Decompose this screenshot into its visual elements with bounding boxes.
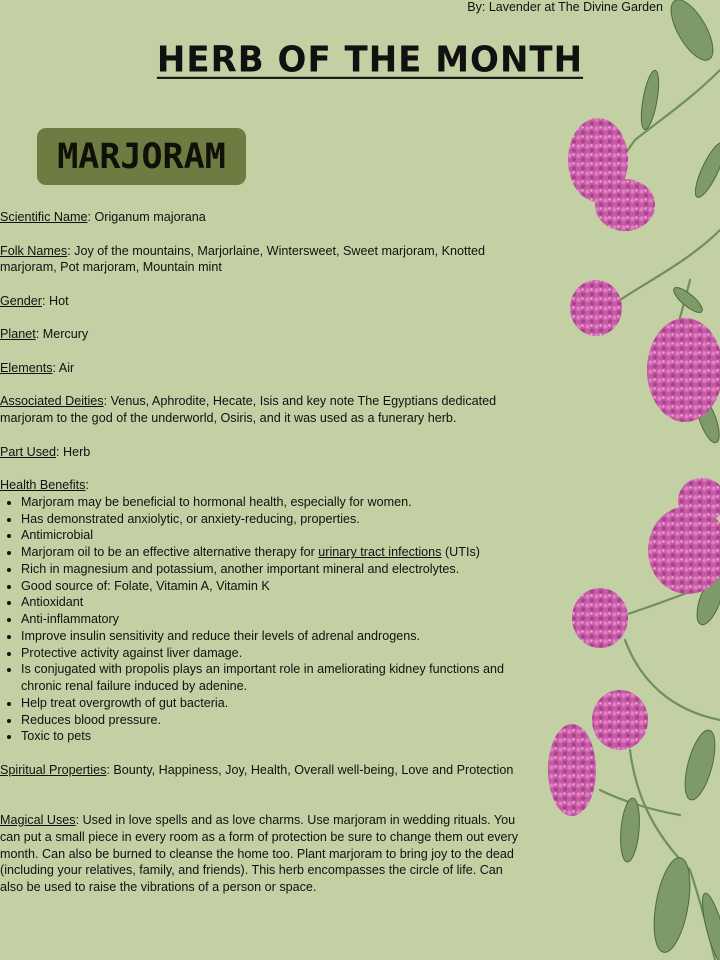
list-item: • Is conjugated with propolis plays an important role in ameliorating kidney functions and chronic renal failure induced by adenine. [21, 661, 522, 695]
list-item: • Marjoram may be beneficial to hormonal health, especially for women. [21, 494, 522, 511]
list-item: • Has demonstrated anxiolytic, or anxiety-reducing, properties. [21, 511, 522, 528]
flower-cluster [595, 179, 655, 231]
byline: By: Lavender at The Divine Garden [467, 0, 663, 14]
scientific-name: Scientific Name: Origanum majorana [0, 210, 206, 224]
leaf [690, 139, 720, 200]
leaf [679, 727, 720, 803]
list-item: • Antioxidant [21, 594, 522, 611]
leaf [618, 797, 642, 862]
list-item: • Improve insulin sensitivity and reduce their levels of adrenal androgens. [21, 628, 522, 645]
part-used: Part Used: Herb [0, 444, 91, 459]
leaf [648, 855, 696, 955]
elements: Elements: Air [0, 360, 75, 375]
list-item: • Reduces blood pressure. [21, 712, 522, 729]
spiritual-properties: Spiritual Properties: Bounty, Happiness, Joy, Health, Overall well-being, Love and Protection [0, 762, 514, 777]
list-item: • Marjoram oil to be an effective alternative therapy for urinary tract infections (UTIs) [21, 544, 522, 561]
health-benefits-heading: Health Benefits: [0, 478, 89, 492]
flower-cluster [647, 318, 720, 422]
associated-deities: Associated Deities: Venus, Aphrodite, Hecate, Isis and key note The Egyptians dedicated marjoram to the god of the underworld, Osiris, and it was used as a funerary herb. [0, 394, 497, 425]
folk-names: Folk Names: Joy of the mountains, Marjorlaine, Wintersweet, Sweet marjoram, Knotted marjoram, Pot marjoram, Mountain mint [0, 243, 486, 275]
uti-link[interactable]: urinary tract infections [318, 545, 442, 559]
gender: Gender: Hot [0, 293, 69, 308]
flower-cluster [592, 690, 648, 750]
flower-cluster [648, 506, 720, 594]
list-item: • Rich in magnesium and potassium, another important mineral and electrolytes. [21, 561, 522, 578]
flower-cluster [548, 724, 596, 816]
page-title-text: HERB OF THE MONTH [156, 39, 584, 81]
magical-uses: Magical Uses: Used in love spells and as love charms. Use marjoram in wedding rituals. You can put a small piece in every room as a form of protection be sure to change them out every month. Can also be burned to cleanse the home too. Plant marjoram to bring joy to the dead (including your relatives, family, and friends). This herb encompasses the circle of life. Can also be used to raise the vibrations of a person or space. [0, 813, 519, 894]
flower-cluster [572, 588, 628, 648]
list-item: • Good source of: Folate, Vitamin A, Vitamin K [21, 578, 522, 595]
herb-name-badge [37, 128, 246, 185]
flower-cluster [570, 280, 622, 336]
list-item: • Help treat overgrowth of gut bacteria. [21, 695, 522, 712]
list-item: • Anti-inflammatory [21, 611, 522, 628]
herb-details [0, 209, 522, 913]
health-benefits-list [0, 494, 522, 745]
leaf [663, 0, 720, 66]
list-item: • Antimicrobial [21, 527, 522, 544]
list-item: • Toxic to pets [21, 728, 522, 745]
planet: Planet: Mercury [0, 327, 89, 342]
herb-name: MARJORAM [57, 136, 226, 177]
list-item: • Protective activity against liver damage. [21, 645, 522, 662]
marjoram-flower-illustration [540, 0, 720, 960]
